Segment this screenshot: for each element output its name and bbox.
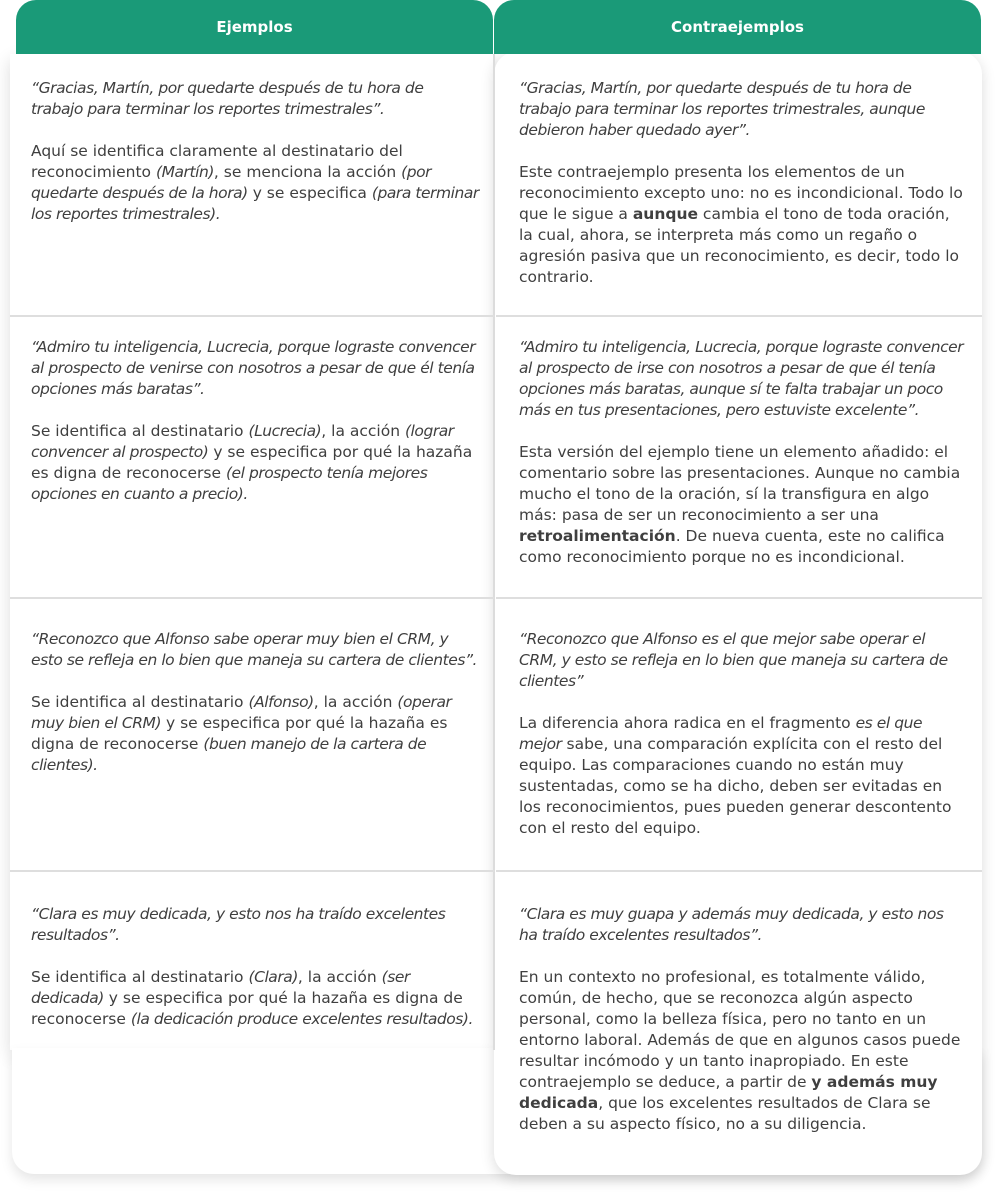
row-divider: [496, 597, 982, 599]
row-divider: [10, 870, 494, 872]
example-explanation: Se identifica al destinatario (Clara), la acción (ser dedicada) y se especifica por qué la hazaña es digna de reconocerse (la dedicación produce excelentes resultados).: [31, 968, 473, 1028]
example-cell-3: [31, 629, 479, 776]
example-explanation: Aquí se identifica claramente al destinatario del reconocimiento (Martín), se menciona la acción (por quedarte después de la hora) y se especifica (para terminar los reportes trimestrales).: [31, 142, 479, 223]
row-divider: [10, 315, 494, 317]
example-quote: “Gracias, Martín, por quedarte después de tu hora de trabajo para terminar los reportes trimestrales”.: [31, 79, 424, 118]
counterexample-quote: “Admiro tu inteligencia, Lucrecia, porque lograste convencer al prospecto de irse con nosotros a pesar de que él tenía opciones más baratas, aunque sí te falta trabajar un poco más en tus presentaciones, pero estuviste excelente”.: [519, 338, 964, 419]
example-cell-2: [31, 337, 479, 505]
row-divider: [496, 315, 982, 317]
example-explanation: Se identifica al destinatario (Lucrecia), la acción (lograr convencer al prospecto) y se especifica por qué la hazaña es digna de reconocerse (el prospecto tenía mejores opciones en cuanto a precio).: [31, 422, 473, 503]
header-contraejemplos: Contraejemplos: [494, 0, 981, 54]
row-divider: [496, 870, 982, 872]
counterexample-quote: “Clara es muy guapa y además muy dedicada, y esto nos ha traído excelentes resultados”.: [519, 905, 944, 944]
example-cell-4: [31, 904, 479, 1030]
counterexample-cell-1: [519, 78, 964, 288]
counterexample-cell-3: [519, 629, 964, 839]
column-divider: [493, 54, 495, 1050]
counterexample-quote: “Reconozco que Alfonso es el que mejor sabe operar el CRM, y esto se refleja en lo bien que maneja su cartera de clientes”: [519, 630, 948, 690]
counterexample-quote: “Gracias, Martín, por quedarte después de tu hora de trabajo para terminar los reportes trimestrales, aunque debieron haber quedado ayer”.: [519, 79, 925, 139]
counterexample-cell-2: [519, 337, 964, 568]
example-quote: “Reconozco que Alfonso sabe operar muy bien el CRM, y esto se refleja en lo bien que maneja su cartera de clientes”.: [31, 630, 478, 669]
row-divider: [10, 597, 494, 599]
counterexample-explanation: Este contraejemplo presenta los elementos de un reconocimiento excepto uno: no es incondicional. Todo lo que le sigue a aunque cambia el tono de toda oración, la cual, ahora, se interpreta más como un regaño o agresión pasiva que un reconocimiento, es decir, todo lo contrario.: [519, 163, 963, 286]
example-explanation: Se identifica al destinatario (Alfonso), la acción (operar muy bien el CRM) y se especifica por qué la hazaña es digna de reconocerse (buen manejo de la cartera de clientes).: [31, 693, 452, 774]
counterexample-explanation: En un contexto no profesional, es totalmente válido, común, de hecho, que se reconozca algún aspecto personal, como la belleza física, pero no tanto en un entorno laboral. Además de que en algunos casos puede resultar incómodo y un tanto inapropiado. En este contraejemplo se deduce, a partir de y además muy dedicada, que los excelentes resultados de Clara se deben a su aspecto físico, no a su diligencia.: [519, 968, 961, 1133]
example-quote: “Admiro tu inteligencia, Lucrecia, porque lograste convencer al prospecto de venirse con nosotros a pesar de que él tenía opciones más baratas”.: [31, 338, 476, 398]
counterexample-cell-4: [519, 904, 964, 1135]
example-cell-1: [31, 78, 479, 225]
header-ejemplos: Ejemplos: [16, 0, 493, 54]
example-quote: “Clara es muy dedicada, y esto nos ha traído excelentes resultados”.: [31, 905, 446, 944]
counterexample-explanation: La diferencia ahora radica en el fragmento es el que mejor sabe, una comparación explícita con el resto del equipo. Las comparaciones cuando no están muy sustentadas, como se ha dicho, deben ser evitadas en los reconocimientos, pues pueden generar descontento con el resto del equipo.: [519, 714, 952, 837]
counterexample-explanation: Esta versión del ejemplo tiene un elemento añadido: el comentario sobre las presentaciones. Aunque no cambia mucho el tono de la oración, sí la transfigura en algo más: pasa de ser un reconocimiento a ser una retroalimentación. De nueva cuenta, este no califica como reconocimiento porque no es incondicional.: [519, 443, 961, 566]
